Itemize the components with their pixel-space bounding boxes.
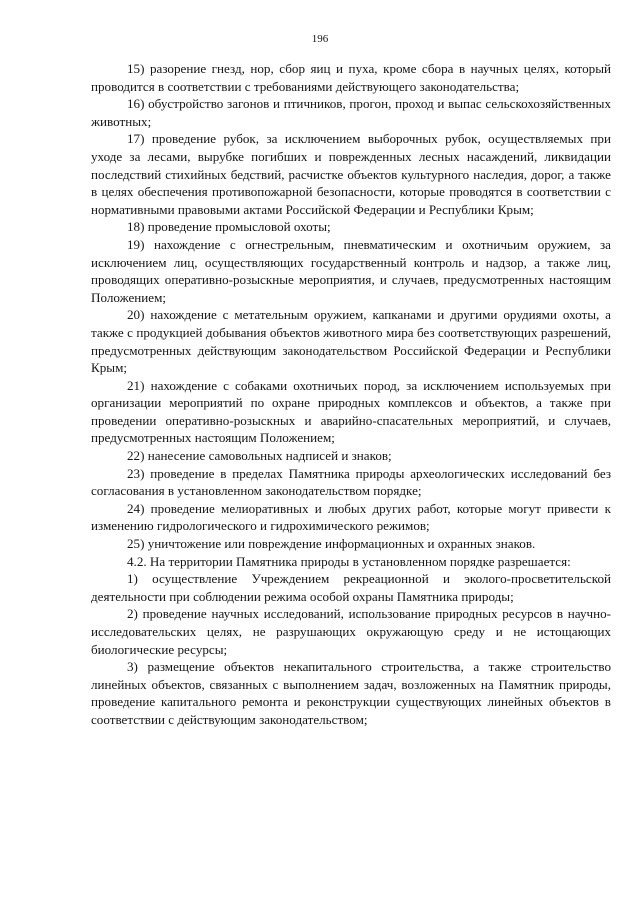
paragraph-item-19: 19) нахождение с огнестрельным, пневматическим и охотничьим оружием, за исключением лиц, осуществляющих государственный контроль и надзор, а также лиц, проводящих оперативно-розыскные мероприятия, и случаев, предусмотренных настоящим Положением; — [91, 236, 611, 305]
paragraph-item-25: 25) уничтожение или повреждение информационных и охранных знаков. — [127, 536, 536, 552]
allowed-item-2: 2) проведение научных исследований, использование природных ресурсов в научно-исследовательских целях, не разрушающих окружающую среду и не истощающих биологические ресурсы; — [91, 606, 611, 657]
paragraph-item-22: 22) нанесение самовольных надписей и знаков; — [127, 448, 392, 464]
section-4-2-intro: 4.2. На территории Памятника природы в установленном порядке разрешается: — [127, 553, 571, 569]
paragraph-item-16: 16) обустройство загонов и птичников, прогон, проход и выпас сельскохозяйственных животных; — [91, 96, 611, 129]
paragraph-item-18: 18) проведение промысловой охоты; — [127, 219, 331, 235]
paragraph-item-21: 21) нахождение с собаками охотничьих пород, за исключением используемых при организации мероприятий по охране природных комплексов и объектов, а также при проведении оперативно-розыскных и аварийно-спасательных мероприятий, и случаев, предусмотренных настоящим Положением; — [91, 377, 611, 446]
paragraph-item-20: 20) нахождение с метательным оружием, капканами и другими орудиями охоты, а также с продукцией добывания объектов животного мира без соответствующих разрешений, предусмотренных действующим законодательством Российской Федерации и Республики Крым; — [91, 307, 611, 376]
paragraph-item-24: 24) проведение мелиоративных и любых других работ, которые могут привести к изменению гидрологического и гидрохимического режимов; — [91, 500, 611, 534]
paragraph-item-15: 15) разорение гнезд, нор, сбор яиц и пуха, кроме сбора в научных целях, который проводится в соответствии с требованиями действующего законодательства; — [91, 61, 611, 94]
page-number: 196 — [311, 33, 329, 45]
paragraph-item-17: 17) проведение рубок, за исключением выборочных рубок, осуществляемых при уходе за лесами, вырубке погибших и поврежденных лесных насаждений, ликвидации последствий стихийных бедствий, расчистке объектов культурного наследия, дорог, а также в целях обеспечения противопожарной безопасности, которые проводятся в соответствии с нормативными правовыми актами Российской Федерации и Республики Крым; — [91, 131, 611, 217]
allowed-item-3: 3) размещение объектов некапитального строительства, а также строительство линейных объектов, связанных с выполнением задач, возложенных на Памятник природы, проведение капитального ремонта и реконструкции существующих линейных объектов в соответствии с действующим законодательством; — [91, 659, 611, 727]
allowed-item-1: 1) осуществление Учреждением рекреационной и эколого-просветительской деятельности при соблюдении режима особой охраны Памятника природы; — [91, 571, 611, 604]
paragraph-item-23: 23) проведение в пределах Памятника природы археологических исследований без согласования в установленном законодательством порядке; — [91, 465, 611, 499]
document-body — [91, 60, 611, 729]
